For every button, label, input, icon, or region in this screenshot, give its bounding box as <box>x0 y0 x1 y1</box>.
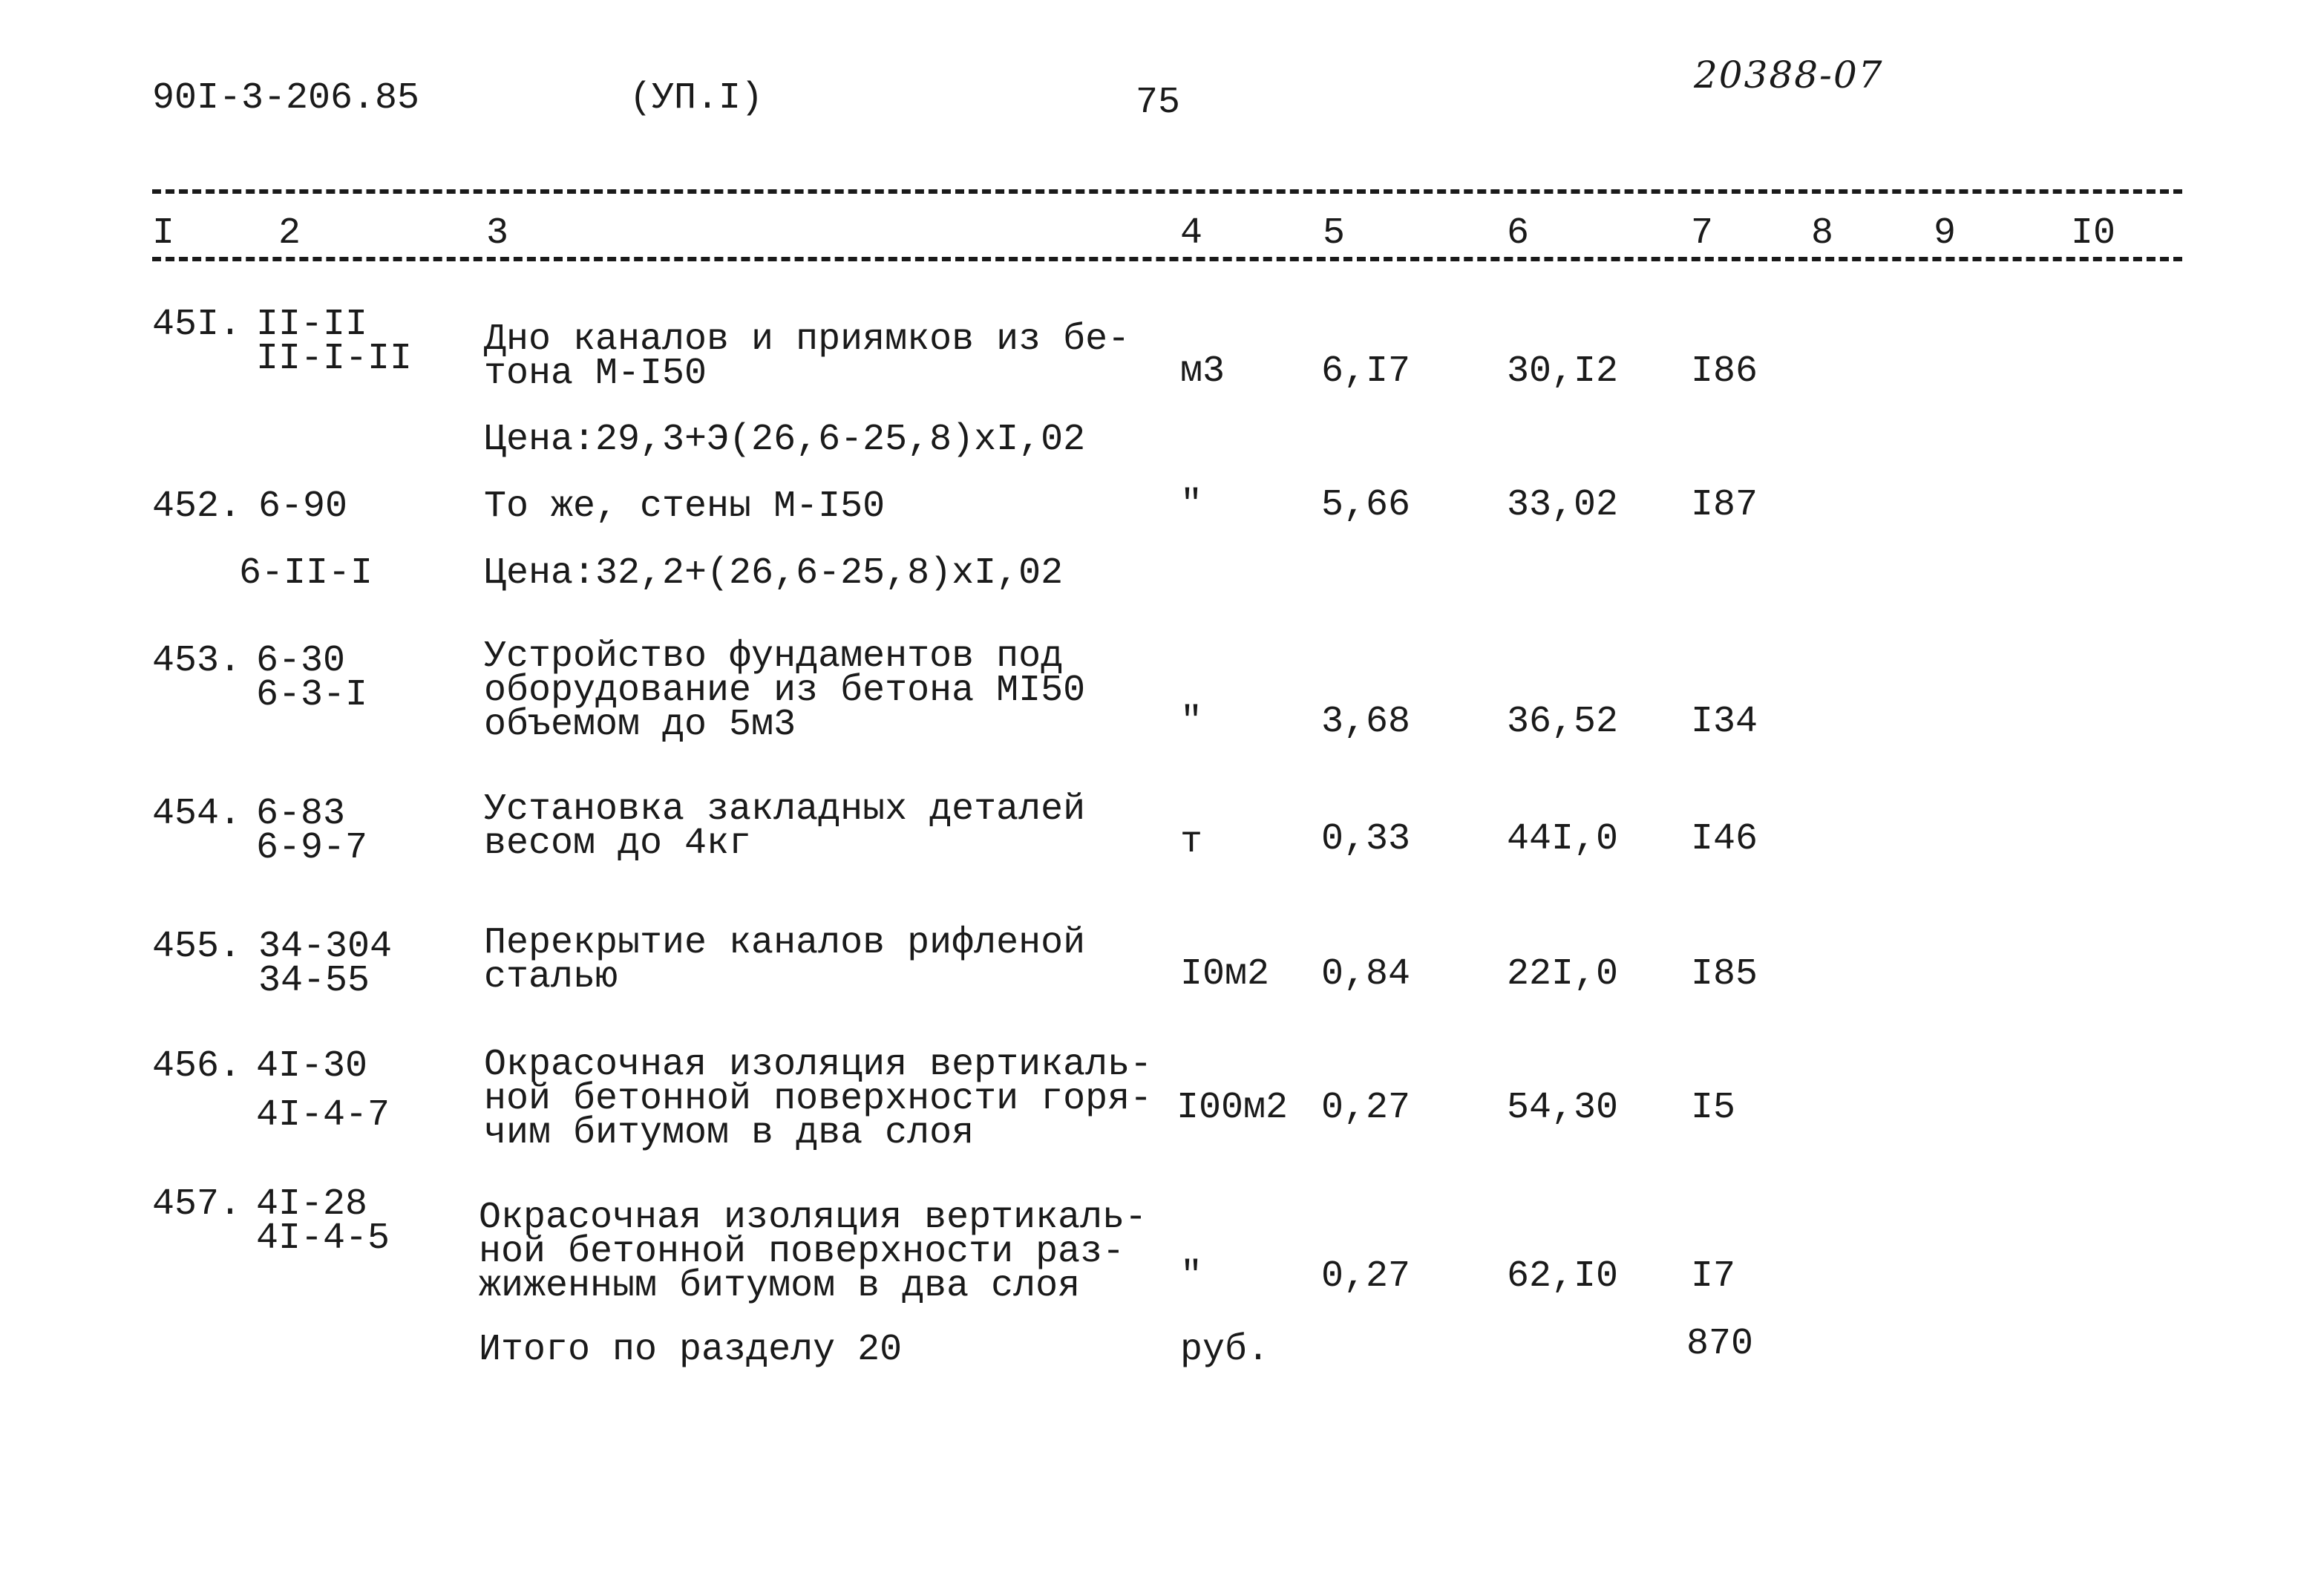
section-total-label: Итого по разделу 20 <box>479 1329 903 1371</box>
quantity: 0,84 <box>1321 953 1411 996</box>
unit: " <box>1180 701 1203 743</box>
top-dashed-rule <box>152 189 2182 194</box>
work-description: Перекрытие каналов рифленой сталью <box>484 922 1086 998</box>
column-number-2: 2 <box>278 212 301 255</box>
section-total-value: 870 <box>1686 1323 1754 1365</box>
column-number-10: I0 <box>2071 212 2116 255</box>
work-description: Установка закладных деталей весом до 4кг <box>484 788 1086 865</box>
norm-code: 6-90 <box>258 486 348 528</box>
norm-code: 4I-30 <box>256 1045 368 1088</box>
column-number-1: I <box>152 212 175 255</box>
norm-code-secondary: 4I-4-7 <box>256 1094 390 1137</box>
quantity: 3,68 <box>1321 701 1411 743</box>
section-total-unit: руб. <box>1180 1329 1270 1371</box>
work-description: Дно каналов и приямков из бе- тона М-I50 <box>484 318 1130 395</box>
norm-codes: 4I-28 4I-4-5 <box>256 1183 390 1260</box>
row-number: 45I. <box>152 304 242 346</box>
unit: " <box>1180 484 1203 526</box>
unit-cost: 33,02 <box>1507 484 1619 526</box>
unit: т <box>1180 821 1203 863</box>
column-number-7: 7 <box>1691 212 1714 255</box>
quantity: 5,66 <box>1321 484 1411 526</box>
total-cost: I7 <box>1691 1255 1736 1298</box>
unit: " <box>1180 1255 1203 1298</box>
norm-codes: 34-304 34-55 <box>258 926 393 1002</box>
unit-cost: 44I,0 <box>1507 818 1619 860</box>
unit-cost: 36,52 <box>1507 701 1619 743</box>
unit: I00м2 <box>1176 1087 1289 1129</box>
volume-label: (УП.I) <box>629 77 764 120</box>
unit-cost: 54,30 <box>1507 1087 1619 1129</box>
norm-codes: 6-30 6-3-I <box>256 640 368 716</box>
archive-number: 20388-07 <box>1694 53 1884 97</box>
total-cost: I85 <box>1691 953 1758 996</box>
price-formula: Цена:29,3+Э(26,6-25,8)xI,02 <box>484 419 1086 461</box>
row-number: 454. <box>152 793 242 835</box>
column-number-4: 4 <box>1180 212 1203 255</box>
quantity: 6,I7 <box>1321 350 1411 393</box>
row-number: 456. <box>152 1045 242 1088</box>
row-number: 453. <box>152 640 242 682</box>
total-cost: I34 <box>1691 701 1758 743</box>
total-cost: I87 <box>1691 484 1758 526</box>
total-cost: I5 <box>1691 1087 1736 1129</box>
row-number: 455. <box>152 926 242 968</box>
unit: м3 <box>1180 350 1225 393</box>
unit-cost: 30,I2 <box>1507 350 1619 393</box>
norm-code-secondary: 6-II-I <box>239 552 373 595</box>
column-number-8: 8 <box>1811 212 1834 255</box>
work-description: Окрасочная изоляция вертикаль- ной бетонной поверхности раз- жиженным битумом в два слоя <box>479 1197 1148 1307</box>
quantity: 0,33 <box>1321 818 1411 860</box>
work-description: Окрасочная изоляция вертикаль- ной бетонной поверхности горя- чим битумом в два слоя <box>484 1044 1153 1154</box>
unit-cost: 62,I0 <box>1507 1255 1619 1298</box>
header-dashed-rule <box>152 257 2182 261</box>
work-description: То же, стены М-I50 <box>484 486 886 528</box>
total-cost: I46 <box>1691 818 1758 860</box>
document-code: 90I-3-206.85 <box>152 77 420 120</box>
column-number-3: 3 <box>486 212 509 255</box>
norm-codes: 6-83 6-9-7 <box>256 793 368 869</box>
quantity: 0,27 <box>1321 1087 1411 1129</box>
quantity: 0,27 <box>1321 1255 1411 1298</box>
unit-cost: 22I,0 <box>1507 953 1619 996</box>
norm-codes: II-II II-I-II <box>256 304 413 380</box>
row-number: 452. <box>152 486 242 528</box>
column-number-5: 5 <box>1323 212 1346 255</box>
unit: I0м2 <box>1180 953 1270 996</box>
work-description: Устройство фундаментов под оборудование из бетона МI50 объемом до 5м3 <box>484 635 1086 746</box>
price-formula: Цена:32,2+(26,6-25,8)xI,02 <box>484 552 1064 595</box>
column-number-6: 6 <box>1507 212 1530 255</box>
column-number-9: 9 <box>1934 212 1957 255</box>
row-number: 457. <box>152 1183 242 1226</box>
page-number: 75 <box>1136 82 1181 124</box>
total-cost: I86 <box>1691 350 1758 393</box>
